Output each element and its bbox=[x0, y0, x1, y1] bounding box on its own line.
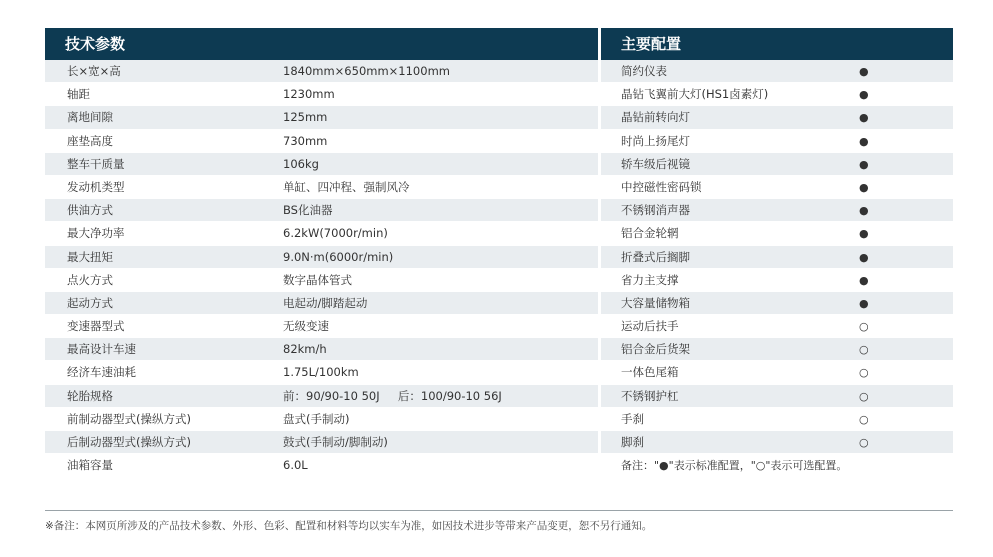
standard-mark-icon: ● bbox=[859, 250, 869, 264]
spec-value: 1840mm×650mm×1100mm bbox=[283, 64, 450, 78]
optional-mark-icon: ○ bbox=[859, 320, 869, 334]
config-note-row bbox=[601, 454, 953, 477]
config-label: 晶钻飞翼前大灯(HS1卤素灯) bbox=[621, 87, 769, 102]
spec-label: 离地间隙 bbox=[67, 110, 113, 125]
spec-value: 730mm bbox=[283, 133, 328, 148]
config-row bbox=[601, 83, 953, 106]
table-header bbox=[45, 28, 953, 60]
standard-mark-icon: ● bbox=[859, 227, 869, 241]
config-row bbox=[601, 385, 953, 408]
footer-note: ※备注：本网页所涉及的产品技术参数、外形、色彩、配置和材料等均以实车为准，如因技术进步等带来产品变更，恕不另行通知。 bbox=[45, 520, 653, 532]
spec-label: 经济车速油耗 bbox=[67, 365, 136, 380]
standard-mark-icon: ● bbox=[859, 157, 869, 171]
spec-label: 点火方式 bbox=[67, 272, 113, 287]
spec-row bbox=[45, 83, 598, 106]
spec-row bbox=[45, 199, 598, 222]
spec-value: 前：90/90-10 50J 后：100/90-10 56J bbox=[283, 388, 502, 403]
spec-label: 长×宽×高 bbox=[67, 64, 121, 78]
config-row bbox=[601, 338, 953, 361]
config-row bbox=[601, 431, 953, 454]
config-row bbox=[601, 408, 953, 431]
optional-mark-icon: ○ bbox=[859, 389, 869, 403]
spec-row bbox=[45, 431, 598, 454]
config-row bbox=[601, 130, 953, 153]
spec-value: 82km/h bbox=[283, 342, 327, 357]
standard-mark-icon: ● bbox=[859, 204, 869, 218]
spec-row bbox=[45, 338, 598, 361]
config-label: 铝合金后货架 bbox=[621, 342, 690, 357]
config-label: 不锈钢护杠 bbox=[621, 388, 679, 403]
optional-mark-icon: ○ bbox=[859, 412, 869, 426]
config-row bbox=[601, 361, 953, 384]
spec-label: 最大净功率 bbox=[67, 226, 125, 241]
standard-mark-icon: ● bbox=[859, 134, 869, 148]
config-label: 折叠式后搁脚 bbox=[621, 249, 690, 264]
spec-value: 单缸、四冲程、强制风冷 bbox=[283, 179, 410, 194]
spec-label: 最高设计车速 bbox=[67, 342, 136, 357]
config-label: 大容量储物箱 bbox=[621, 295, 690, 310]
spec-value: 盘式(手制动) bbox=[283, 411, 350, 426]
spec-table bbox=[45, 28, 953, 477]
spec-row bbox=[45, 361, 598, 384]
config-row bbox=[601, 292, 953, 315]
tech-params-heading: 技术参数 bbox=[45, 28, 598, 60]
config-row bbox=[601, 60, 953, 83]
config-note: 备注："●"表示标准配置，"○"表示可选配置。 bbox=[621, 459, 848, 473]
spec-row bbox=[45, 246, 598, 269]
spec-row bbox=[45, 454, 598, 477]
spec-label: 轮胎规格 bbox=[67, 388, 113, 403]
spec-row bbox=[45, 315, 598, 338]
spec-label: 轴距 bbox=[67, 87, 90, 102]
spec-row bbox=[45, 292, 598, 315]
config-label: 轿车级后视镜 bbox=[621, 156, 690, 171]
spec-label: 后制动器型式(操纵方式) bbox=[67, 435, 191, 449]
spec-value: 9.0N·m(6000r/min) bbox=[283, 249, 394, 264]
config-label: 一体色尾箱 bbox=[621, 365, 679, 380]
config-label: 手刹 bbox=[621, 411, 644, 426]
spec-row bbox=[45, 222, 598, 245]
spec-row bbox=[45, 153, 598, 176]
spec-value: 125mm bbox=[283, 110, 328, 125]
standard-mark-icon: ● bbox=[859, 111, 869, 125]
spec-value: BS化油器 bbox=[283, 203, 333, 218]
config-row bbox=[601, 176, 953, 199]
config-label: 脚刹 bbox=[621, 435, 644, 449]
spec-value: 106kg bbox=[283, 156, 319, 171]
spec-value: 电起动/脚踏起动 bbox=[283, 295, 368, 310]
config-label: 简约仪表 bbox=[621, 64, 667, 78]
spec-label: 发动机类型 bbox=[67, 179, 125, 194]
spec-value: 鼓式(手制动/脚制动) bbox=[283, 435, 388, 449]
config-label: 运动后扶手 bbox=[621, 319, 679, 334]
config-row bbox=[601, 315, 953, 338]
spec-value: 无级变速 bbox=[283, 319, 329, 334]
spec-row bbox=[45, 176, 598, 199]
main-config-heading: 主要配置 bbox=[601, 28, 953, 60]
spec-value: 1.75L/100km bbox=[283, 365, 359, 380]
spec-label: 最大扭矩 bbox=[67, 249, 113, 264]
standard-mark-icon: ● bbox=[859, 296, 869, 310]
config-label: 时尚上扬尾灯 bbox=[621, 133, 690, 148]
divider bbox=[45, 510, 953, 511]
standard-mark-icon: ● bbox=[859, 88, 869, 102]
config-row bbox=[601, 153, 953, 176]
spec-row bbox=[45, 385, 598, 408]
config-row bbox=[601, 246, 953, 269]
spec-label: 供油方式 bbox=[67, 203, 113, 218]
spec-row bbox=[45, 60, 598, 83]
spec-row bbox=[45, 130, 598, 153]
spec-label: 油箱容量 bbox=[67, 458, 113, 473]
config-row bbox=[601, 106, 953, 129]
config-label: 铝合金轮辋 bbox=[621, 226, 679, 241]
spec-label: 前制动器型式(操纵方式) bbox=[67, 411, 191, 426]
spec-value: 6.0L bbox=[283, 458, 308, 473]
config-row bbox=[601, 269, 953, 292]
optional-mark-icon: ○ bbox=[859, 343, 869, 357]
spec-label: 起动方式 bbox=[67, 295, 113, 310]
spec-row bbox=[45, 269, 598, 292]
spec-label: 变速器型式 bbox=[67, 319, 125, 334]
config-label: 中控磁性密码锁 bbox=[621, 179, 702, 194]
config-label: 省力主支撑 bbox=[621, 272, 679, 287]
spec-label: 整车干质量 bbox=[67, 156, 125, 171]
spec-value: 数字晶体管式 bbox=[283, 272, 352, 287]
config-label: 晶钻前转向灯 bbox=[621, 110, 690, 125]
config-label: 不锈钢消声器 bbox=[621, 203, 690, 218]
config-row bbox=[601, 199, 953, 222]
main-config-column bbox=[601, 60, 953, 477]
standard-mark-icon: ● bbox=[859, 273, 869, 287]
optional-mark-icon: ○ bbox=[859, 366, 869, 380]
config-row bbox=[601, 222, 953, 245]
optional-mark-icon: ○ bbox=[859, 436, 869, 449]
spec-label: 座垫高度 bbox=[67, 133, 113, 148]
spec-value: 1230mm bbox=[283, 87, 335, 102]
standard-mark-icon: ● bbox=[859, 180, 869, 194]
tech-params-column bbox=[45, 60, 598, 477]
spec-row bbox=[45, 106, 598, 129]
spec-row bbox=[45, 408, 598, 431]
spec-value: 6.2kW(7000r/min) bbox=[283, 226, 388, 241]
standard-mark-icon: ● bbox=[859, 65, 869, 78]
